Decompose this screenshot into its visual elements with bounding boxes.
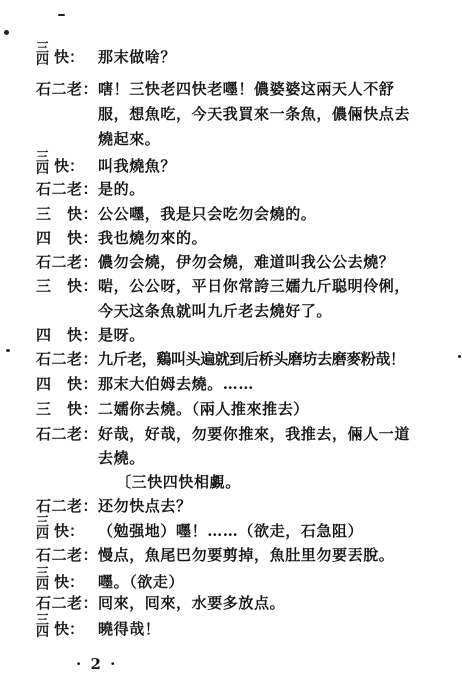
scan-speck — [4, 30, 9, 35]
page-number: · 2 · — [76, 655, 118, 673]
dialogue-line-19 — [36, 613, 161, 640]
dialogue-text: 是的。 — [98, 180, 145, 198]
dialogue-line-11 — [36, 375, 254, 393]
dialogue-continuation: 燒起來。 — [98, 130, 161, 148]
speaker-label: 三 四 — [36, 566, 50, 593]
dialogue-line-17 — [36, 566, 185, 593]
stage-direction: 〔三快四快相覷。 — [116, 473, 241, 491]
speaker-label: 三 四 — [36, 613, 50, 640]
dialogue-text: 啱，公公呀，平日你常誇三嬬九斤聪明伶俐， — [98, 277, 411, 295]
dialogue-text: 曉得哉！ — [98, 620, 161, 638]
speaker-label: 石二老： — [36, 350, 99, 368]
speaker-label: 三 快： — [36, 205, 99, 223]
dialogue-text: 二嬬你去燒。（兩人推來推去） — [98, 400, 309, 418]
speaker-label: 四 快： — [36, 375, 99, 393]
scan-speck — [458, 355, 461, 358]
speaker-label: 石二老： — [36, 497, 99, 515]
scan-speck — [6, 349, 10, 352]
speaker-label: 石二老： — [36, 425, 99, 443]
dialogue-continuation: 服，想魚吃，今天我買來一条魚，儂倆快点去 — [98, 105, 411, 123]
dialogue-text: 囘來，囘來，水要多放点。 — [98, 594, 286, 612]
dialogue-text: 那末做啥？ — [98, 48, 177, 66]
dialogue-text: （勉强地）嚜！……（欲走，石急阻） — [98, 522, 364, 540]
scan-speck — [58, 14, 65, 16]
dialogue-text: 嗐！三快老四快老嚜！儂婆婆这兩天人不舒 — [98, 80, 395, 98]
dialogue-line-9 — [36, 326, 145, 344]
dialogue-line-6 — [36, 229, 207, 247]
dialogue-text: 叫我燒魚？ — [98, 157, 177, 175]
dialogue-line-14 — [36, 497, 192, 515]
dialogue-line-18 — [36, 594, 285, 612]
dialogue-line-15 — [36, 515, 364, 542]
dialogue-line-4 — [36, 180, 145, 198]
dialogue-line-5 — [36, 205, 316, 223]
speaker-suffix: 快： — [54, 157, 85, 175]
dialogue-text: 慢点，魚尾巴勿要剪掉，魚肚里勿要丟脫。 — [98, 546, 395, 564]
dialogue-text: 儂勿会燒，伊勿会燒，难道叫我公公去燒？ — [98, 253, 395, 271]
speaker-suffix: 快： — [54, 573, 85, 591]
speaker-label: 石二老： — [36, 180, 99, 198]
dialogue-continuation: 去燒。 — [98, 449, 145, 467]
speaker-label: 石二老： — [36, 80, 99, 98]
dialogue-text: 我也燒勿來的。 — [98, 229, 208, 247]
speaker-label: 三 四 — [36, 150, 50, 177]
dialogue-continuation: 今天这条魚就叫九斤老去燒好了。 — [98, 302, 333, 320]
speaker-label: 石二老： — [36, 546, 99, 564]
dialogue-text: 是呀。 — [98, 326, 145, 344]
speaker-suffix: 快： — [54, 48, 85, 66]
dialogue-line-3 — [36, 150, 177, 177]
speaker-label: 三 四 — [36, 41, 50, 68]
dialogue-line-7 — [36, 253, 394, 271]
dialogue-line-12 — [36, 400, 309, 418]
speaker-label: 三 四 — [36, 515, 50, 542]
dialogue-text: 嚜。（欲走） — [98, 573, 185, 591]
dialogue-text: 那末大伯姆去燒。…… — [98, 375, 255, 393]
dialogue-line-13 — [36, 425, 410, 443]
speaker-label: 四 快： — [36, 229, 99, 247]
speaker-label: 四 快： — [36, 326, 99, 344]
dialogue-line-10 — [36, 350, 405, 368]
dialogue-text: 公公嚜，我是只会吃勿会燒的。 — [98, 205, 317, 223]
speaker-label: 石二老： — [36, 253, 99, 271]
dialogue-line-2 — [36, 80, 394, 98]
speaker-label: 石二老： — [36, 594, 99, 612]
dialogue-text: 九斤老，鷄叫头遍就到后桥头磨坊去磨麥粉哉！ — [98, 350, 405, 368]
speaker-suffix: 快： — [54, 522, 85, 540]
dialogue-text: 好哉，好哉，勿要你推來，我推去，倆人一道 — [98, 425, 411, 443]
dialogue-line-1 — [36, 41, 177, 68]
dialogue-line-8 — [36, 277, 410, 295]
speaker-label: 三 快： — [36, 277, 99, 295]
speaker-suffix: 快： — [54, 620, 85, 638]
speaker-label: 三 快： — [36, 400, 99, 418]
dialogue-text: 还勿快点去？ — [98, 497, 192, 515]
dialogue-line-16 — [36, 546, 394, 564]
